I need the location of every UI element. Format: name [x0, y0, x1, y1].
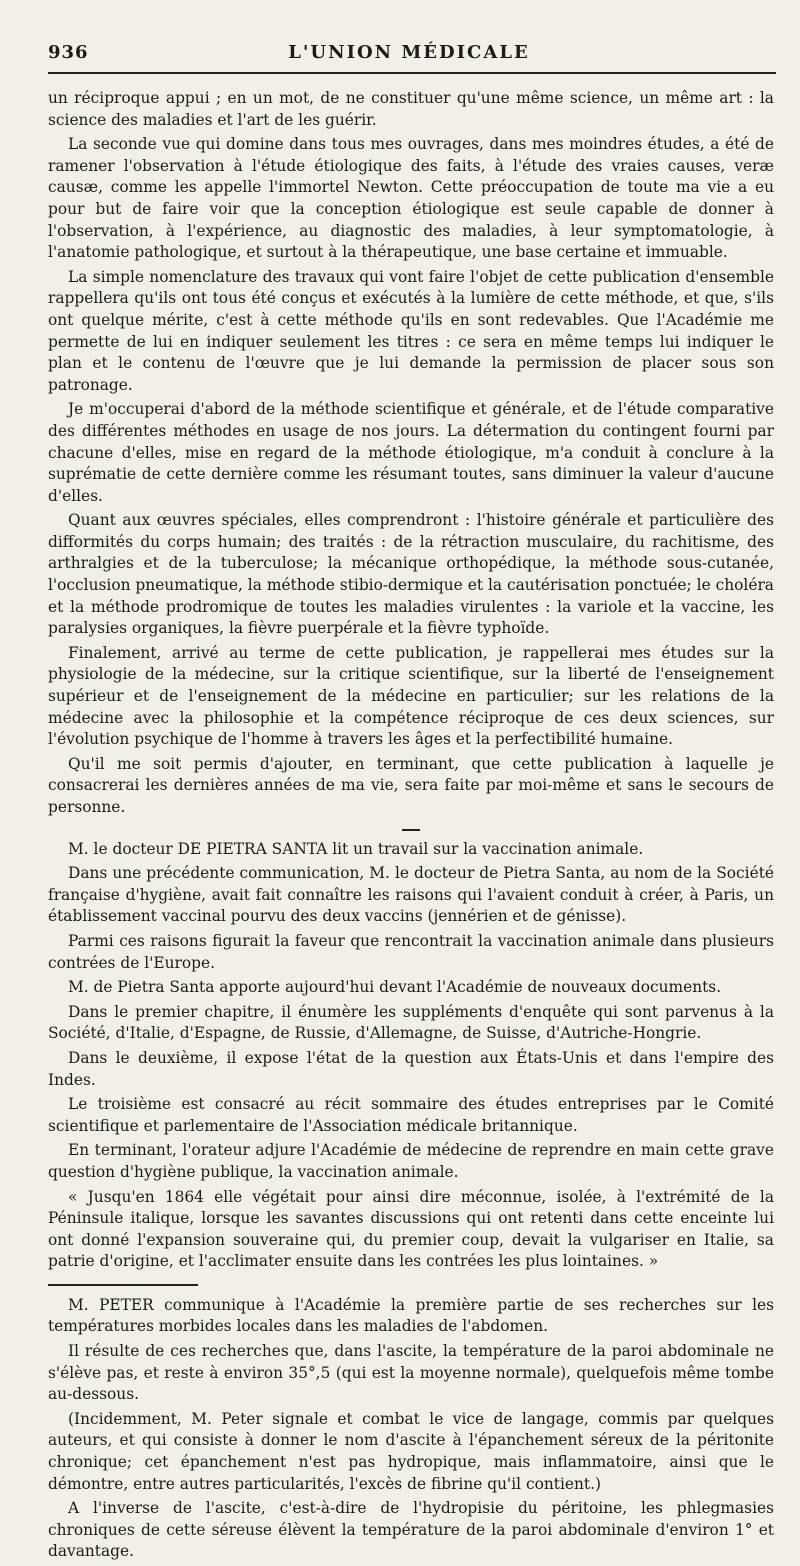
paragraph: La simple nomenclature des travaux qui vont faire l'objet de cette publication d'ensemble rappellera qu'ils ont tous été conçus et exécutés à la lumière de cette méthode, et que, s'ils ont quelque mérite, c'est à cette méthode qu'ils en sont redevables. Que l'Académie me permette de lui en indiquer seulement les titres : ce sera en même temps lui indiquer le plan et le contenu de l'œuvre que je lui demande la permission de placer sous son patronage.: [48, 267, 774, 394]
paragraph: un réciproque appui ; en un mot, de ne constituer qu'une même science, un même art : la science des maladies et l'art de les guérir.: [48, 89, 774, 129]
page-number: 936: [48, 42, 89, 63]
section-separator: [402, 829, 420, 831]
paragraph: M. de Pietra Santa apporte aujourd'hui devant l'Académie de nouveaux documents.: [68, 978, 722, 997]
paragraph: Dans le premier chapitre, il énumère les suppléments d'enquête qui sont parvenus à la Société, d'Italie, d'Espagne, de Russie, d'Allemagne, de Suisse, d'Autriche-Hongrie.: [48, 1002, 774, 1043]
section-separator: [48, 1284, 198, 1286]
paragraph: M. le docteur DE PIETRA SANTA lit un travail sur la vaccination animale.: [68, 839, 644, 858]
paragraph: M. PETER communique à l'Académie la première partie de ses recherches sur les températures morbides locales dans les maladies de l'abdomen.: [48, 1295, 774, 1336]
paragraph: Dans une précédente communication, M. le docteur de Pietra Santa, au nom de la Société française d'hygiène, avait fait connaître les raisons qui l'avaient conduit à créer, à Paris, un établissement vaccinal pourvu des deux vaccins (jennérien et de génisse).: [48, 864, 774, 926]
running-title: L'UNION MÉDICALE: [288, 42, 530, 63]
paragraph: A l'inverse de l'ascite, c'est-à-dire de l'hydropisie du péritoine, les phlegmasies chroniques de cette séreuse élèvent la température de la paroi abdominale d'environ 1° et davantage.: [48, 1499, 774, 1561]
paragraph: Quant aux œuvres spéciales, elles comprendront : l'histoire générale et particulière des difformités du corps humain; des traités : de la rétraction musculaire, du rachitisme, des arthralgies et de la tuberculose; la mécanique orthopédique, la méthode sous-cutanée, l'occlusion pneumatique, la méthode stibio-dermique et la cautérisation ponctuée; le choléra et la méthode prodromique de toutes les maladies virulentes : la variole et la vaccine, les paralysies organiques, la fièvre puerpérale et la fièvre typhoïde.: [48, 511, 774, 638]
paragraph: Il résulte de ces recherches que, dans l'ascite, la température de la paroi abdominale ne s'élève pas, et reste à environ 35°,5 (qui est la moyenne normale), quelquefois même tombe au-dessous.: [48, 1342, 774, 1404]
body-text: [48, 88, 774, 1566]
paragraph: La seconde vue qui domine dans tous mes ouvrages, dans mes moindres études, a été de ramener l'observation à l'étude étiologique des faits, à l'étude des vraies causes, veræ causæ, comme les appelle l'immortel Newton. Cette préoccupation de toute ma vie a eu pour but de faire voir que la conception étiologique est seule capable de donner à l'observation, à l'expérience, au diagnostic des maladies, à leur symptomatologie, à l'anatomie pathologique, et surtout à la thérapeutique, une base certaine et immuable.: [48, 135, 774, 262]
paragraph: Je m'occuperai d'abord de la méthode scientifique et générale, et de l'étude comparative des différentes méthodes en usage de nos jours. La détermation du contingent fourni par chacune d'elles, mise en regard de la méthode étiologique, m'a conduit à conclure à la suprématie de cette dernière comme les résumant toutes, sans diminuer la valeur d'aucune d'elles.: [48, 400, 774, 505]
header-rule: [48, 72, 776, 74]
paragraph: Parmi ces raisons figurait la faveur que rencontrait la vaccination animale dans plusieurs contrées de l'Europe.: [48, 931, 774, 972]
paragraph: « Jusqu'en 1864 elle végétait pour ainsi dire méconnue, isolée, à l'extrémité de la Péninsule italique, lorsque les savantes discussions qui ont retenti dans cette enceinte lui ont donné l'expansion souveraine qui, du premier coup, devait la vulgariser en Italie, sa patrie d'origine, et l'acclimater ensuite dans les contrées les plus lointaines. »: [48, 1187, 774, 1271]
paragraph: Le troisième est consacré au récit sommaire des études entreprises par le Comité scientifique et parlementaire de l'Association médicale britannique.: [48, 1095, 774, 1135]
paragraph: Qu'il me soit permis d'ajouter, en terminant, que cette publication à laquelle je consacrerai les dernières années de ma vie, sera faite par moi-même et sans le secours de personne.: [48, 754, 774, 816]
paragraph: Dans le deuxième, il expose l'état de la question aux États-Unis et dans l'empire des Indes.: [48, 1048, 774, 1089]
paragraph: Finalement, arrivé au terme de cette publication, je rappellerai mes études sur la physiologie de la médecine, sur la critique scientifique, sur la liberté de l'enseignement supérieur et de l'enseignement de la médecine en particulier; sur les relations de la médecine avec la philosophie et la compétence réciproque de ces deux sciences, sur l'évolution psychique de l'homme à travers les âges et la perfectibilité humaine.: [48, 643, 774, 749]
paragraph: (Incidemment, M. Peter signale et combat le vice de langage, commis par quelques auteurs, et qui consiste à donner le nom d'ascite à l'épanchement séreux de la péritonite chronique; cet épanchement n'est pas hydropique, mais inflammatoire, ainsi que le démontre, entre autres particularités, l'excès de fibrine qu'il contient.): [48, 1409, 774, 1493]
page-header: [48, 38, 770, 68]
paragraph: En terminant, l'orateur adjure l'Académie de médecine de reprendre en main cette grave question d'hygiène publique, la vaccination animale.: [48, 1141, 774, 1181]
